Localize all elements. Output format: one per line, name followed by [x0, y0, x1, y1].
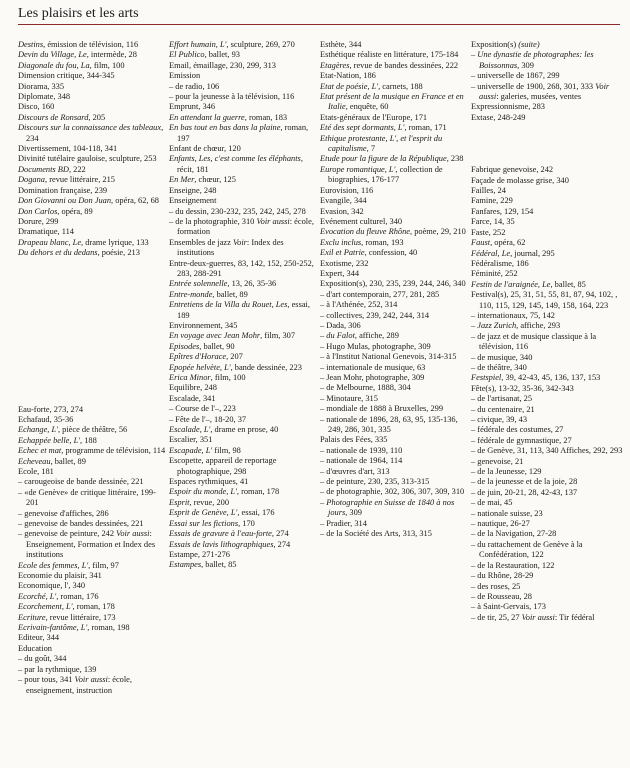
index-entry: Emission [169, 71, 201, 81]
index-entry: Fédéralisme, 186 [471, 258, 529, 268]
index-entry: Escopette, appareil de reportage photographique, 298 [169, 456, 279, 476]
index-entry: Diagonale du fou, La, film, 100 [18, 60, 125, 70]
index-entry: Devin du Village, Le, intermède, 28 [18, 50, 137, 60]
index-entry: – genevoise de peinture, 242 Voir aussi: Enseignement, Formation et Index des institutions [18, 529, 158, 560]
index-entry: – Jean Mohr, photographe, 309 [320, 373, 425, 382]
index-entry: – du Falot, affiche, 289 [320, 331, 399, 341]
index-entry: Erica Minor, film, 100 [169, 373, 246, 382]
index-entry: Enfant de chœur, 120 [169, 144, 241, 154]
index-entry: Essai sur les fictions, 170 [169, 518, 255, 528]
index-entry: Ecole, 181 [18, 466, 54, 476]
index-entry: Du dehors et du dedans, poésie, 213 [18, 248, 140, 258]
index-entry: – du Rhône, 28-29 [471, 571, 534, 581]
index-entry: Destins, émission de télévision, 116 [18, 40, 139, 49]
index-entry: – pour la jeunesse à la télévision, 116 [169, 92, 295, 102]
index-column-4 [471, 40, 623, 623]
index-entry: – d'art contemporain, 277, 281, 285 [320, 289, 440, 299]
index-entry: Esthète, 344 [320, 40, 362, 49]
index-entry: Evénement culturel, 340 [320, 216, 403, 226]
index-column-1 [18, 40, 166, 696]
index-entry: Fête(s), 13-32, 35-36, 342-343 [471, 383, 574, 393]
index-entry: – Course de l'–, 223 [169, 404, 236, 414]
index-entry: Diplomate, 348 [18, 92, 71, 102]
index-entry: – civique, 39, 43 [471, 415, 528, 424]
index-entry: Etat présent de la musique en France et en Italie, enquête, 60 [320, 92, 466, 112]
index-entry: – genevoise de bandes dessinées, 221 [18, 519, 144, 528]
index-entry: – Minotaure, 315 [320, 393, 378, 403]
index-entry: Discours sur la connaissance des tableaux, 234 [18, 123, 166, 143]
index-entry: – Jazz Zurich, affiche, 293 [471, 321, 561, 331]
index-entry: Divertissement, 104-118, 341 [18, 144, 118, 154]
index-entry: Extase, 248-249 [471, 112, 526, 122]
index-entry: – nationale de 1896, 28, 63, 95, 135-136, 249, 286, 301, 335 [320, 414, 460, 435]
index-entry: Economie du plaisir, 341 [18, 571, 102, 581]
index-entry: Festival(s), 25, 31, 51, 55, 81, 87, 94, 102, , 110, 115, 129, 145, 149, 158, 164, 223 [471, 290, 620, 310]
index-entry: – de la Restauration, 122 [471, 560, 555, 570]
index-entry: Epîtres d'Horace, 207 [169, 352, 243, 362]
index-entry: Evasion, 342 [320, 206, 364, 216]
index-entry: Exil et Patrie, confession, 40 [320, 248, 418, 258]
index-entry: – fédérale de gymnastique, 27 [471, 435, 572, 445]
index-entry: Echange, L', pièce de théâtre, 56 [18, 425, 128, 435]
index-entry: Exposition(s) (suite) [471, 40, 540, 49]
index-entry: Effort humain, L', sculpture, 269, 270 [169, 40, 295, 49]
index-entry: – de la Jeunesse, 129 [471, 467, 542, 477]
index-entry: Escapade, L' film, 98 [169, 445, 241, 455]
index-entry: Faust, opéra, 62 [471, 238, 526, 248]
index-entry: Echappée belle, L', 188 [18, 435, 97, 445]
index-entry: Ethique protestante, L', et l'esprit du capitalisme, 7 [320, 133, 445, 154]
index-entry: – Hugo Mulas, photographe, 309 [320, 341, 431, 351]
index-entry: Exotisme, 232 [320, 258, 369, 268]
index-entry: Essais de gravure à l'eau-forte, 274 [169, 529, 289, 539]
index-entry: – Fête de l'–, 18-20, 37 [169, 414, 247, 424]
index-entry: Fédéral, Le, journal, 295 [471, 248, 555, 258]
index-entry: Don Giovanni ou Don Juan, opéra, 62, 68 [18, 196, 159, 206]
index-entry: Escalade, L', drame en prose, 40 [169, 425, 279, 435]
index-entry: Europe romantique, L', collection de biographies, 176-177 [320, 164, 445, 185]
index-entry: Farce, 14, 35 [471, 217, 515, 227]
index-entry: Ensembles de jazz Voir: Index des institutions [169, 237, 286, 258]
index-entry: – par la rythmique, 139 [18, 664, 97, 674]
index-entry: Escalade, 341 [169, 393, 216, 403]
index-entry: Diorama, 335 [18, 81, 65, 91]
index-entry: Dimension critique, 344-345 [18, 71, 115, 81]
index-entry: Estampes, ballet, 85 [169, 560, 237, 570]
index-entry: Fanfares, 129, 154 [471, 206, 534, 216]
index-entry: Espoir du monde, L', roman, 178 [169, 487, 280, 497]
index-entry: Evocation du fleuve Rhône, poème, 29, 210 [320, 227, 466, 237]
index-entry: Esthétique réaliste en littérature, 175-184 [320, 50, 459, 60]
header-rule [18, 24, 620, 25]
index-entry: Emprunt, 346 [169, 102, 216, 112]
index-entry: – de peinture, 230, 235, 313-315 [320, 477, 430, 487]
index-entry: En bas tout en bas dans la plaine, roman, 197 [169, 123, 311, 143]
index-entry: Enfants, Les, c'est comme les éléphants, récit, 181 [169, 154, 305, 174]
index-entry: Féminité, 252 [471, 269, 518, 279]
index-entry: Environnement, 345 [169, 320, 238, 330]
index-entry: – Dada, 306 [320, 320, 361, 330]
index-entry: Discours de Ronsard, 205 [18, 112, 106, 122]
index-entry: Estampe, 271-276 [169, 549, 230, 559]
index-entry: Echeveau, ballet, 89 [18, 456, 86, 466]
index-entry: – de l'artisanat, 25 [471, 394, 533, 404]
index-entry: – de théâtre, 340 [471, 362, 527, 372]
index-entry: Dogana, revue littéraire, 215 [18, 175, 115, 185]
index-entry: Festin de l'araignée, Le, ballet, 85 [471, 279, 586, 289]
index-entry: – de la Navigation, 27-28 [471, 529, 557, 539]
index-entry: Divinité tutélaire gauloise, sculpture, 253 [18, 154, 157, 164]
index-entry: Festspiel, 39, 42-43, 45, 136, 137, 153 [471, 373, 601, 383]
index-entry: – Une dynastie de photographes: les Boissonnas, 309 [471, 50, 596, 70]
index-entry: Disco, 160 [18, 102, 55, 112]
index-entry: – universelle de 1867, 299 [471, 71, 560, 81]
index-entry: Entrée solennelle, 13, 26, 35-36 [169, 279, 277, 289]
index-entry: – de Rousseau, 28 [471, 591, 532, 601]
index-entry: Esprit de Genève, L', essai, 176 [169, 508, 275, 518]
index-entry: Ecole des femmes, L', film, 97 [18, 560, 119, 570]
index-entry: En Mer, chœur, 125 [169, 175, 236, 185]
index-entry: Dorure, 299 [18, 216, 59, 226]
index-entry: Episodes, ballet, 90 [169, 341, 235, 351]
index-entry: – du centenaire, 21 [471, 404, 535, 414]
index-entry: Equilibre, 248 [169, 383, 217, 393]
index-entry: – universelle de 1900, 268, 301, 333 Voir aussi: galeries, musées, ventes [471, 81, 612, 102]
index-entry: – du dessin, 230-232, 235, 242, 245, 278 [169, 206, 306, 216]
index-entry: – pour tous, 341 Voir aussi: école, enseignement, instruction [18, 675, 135, 695]
index-entry: Eau-forte, 273, 274 [18, 404, 84, 414]
index-entry: – de radio, 106 [169, 81, 220, 91]
index-entry: Eurovision, 116 [320, 185, 374, 195]
index-entry: Etat-Nation, 186 [320, 71, 376, 81]
index-entry: – genevoise d'affiches, 286 [18, 508, 109, 518]
index-entry: Domination française, 239 [18, 185, 108, 195]
index-entry: Ecriture, revue littéraire, 173 [18, 612, 116, 622]
index-entry: Failles, 24 [471, 186, 506, 196]
index-entry: – nationale suisse, 23 [471, 508, 543, 518]
index-entry: Exclu inclus, roman, 193 [320, 237, 404, 247]
index-entry: – de mai, 45 [471, 498, 513, 508]
index-entry: Escalier, 351 [169, 435, 213, 445]
index-entry: – carougeoise de bande dessinée, 221 [18, 477, 144, 487]
index-entry: Essais de lavis lithographiques, 274 [169, 539, 291, 549]
index-entry: Echafaud, 35-36 [18, 414, 74, 424]
index-entry: Etude pour la figure de la République, 238 [320, 154, 464, 164]
index-entry: – de tir, 25, 27 Voir aussi: Tir fédéral [471, 612, 595, 622]
index-entry: – nautique, 26-27 [471, 519, 530, 529]
index-entry: Faste, 252 [471, 227, 506, 237]
index-entry: Etat de poésie, L', carnets, 188 [320, 81, 423, 91]
index-entry: Palais des Fées, 335 [320, 435, 388, 445]
index-entry: – du rattachement de Genève à la Confédération, 122 [471, 539, 585, 560]
index-entry: Editeur, 344 [18, 633, 60, 643]
index-entry: – Photographie en Suisse de 1840 à nos jours, 309 [320, 497, 457, 518]
index-entry: – à l'Institut National Genevois, 314-315 [320, 352, 457, 362]
index-entry: – de Genève, 31, 113, 340 Affiches, 292, 293 [471, 446, 623, 456]
index-entry: Expressionnisme, 283 [471, 102, 545, 112]
index-entry: – Pradier, 314 [320, 518, 367, 528]
index-entry: – collectives, 239, 242, 244, 314 [320, 310, 430, 320]
index-entry: Espaces rythmiques, 41 [169, 477, 249, 487]
index-entry: – d'œuvres d'art, 313 [320, 466, 390, 476]
index-entry: Esprit, revue, 200 [169, 497, 230, 507]
index-entry: Epopée helvète, L', bande dessinée, 223 [169, 362, 302, 372]
index-entry: Don Carlos, opéra, 89 [18, 206, 93, 216]
index-entry: Eté des sept dormants, L', roman, 171 [320, 123, 447, 133]
index-entry: Dramatique, 114 [18, 227, 74, 237]
index-entry: Etats-généraux de l'Europe, 171 [320, 112, 428, 122]
index-entry: – «de Genève» de critique littéraire, 199-201 [18, 487, 156, 508]
index-column-3 [320, 40, 468, 540]
index-entry: Documents BD, 222 [18, 164, 86, 174]
index-entry: El Publico, ballet, 93 [169, 50, 240, 60]
index-entry: Entretiens de la Villa du Rouet, Les, essai, 189 [169, 300, 313, 320]
index-entry: Entre-monde, ballet, 89 [169, 289, 248, 299]
index-entry: – nationale de 1964, 114 [320, 456, 403, 466]
index-entry: Ecorché, L', roman, 176 [18, 591, 99, 601]
index-entry: Ecorchement, L', roman, 178 [18, 602, 115, 612]
index-entry: – nationale de 1939, 110 [320, 445, 403, 455]
column-gap [471, 123, 623, 165]
index-entry: Evangile, 344 [320, 196, 367, 206]
index-entry: Entre-deux-guerres, 83, 142, 152, 250-252, 283, 288-291 [169, 258, 316, 278]
index-entry: – internationale de musique, 63 [320, 362, 426, 372]
index-entry: – de la Société des Arts, 313, 315 [320, 529, 432, 539]
index-entry: Drapeau blanc, Le, drame lyrique, 133 [18, 237, 149, 247]
index-entry: – du goût, 344 [18, 654, 67, 664]
index-entry: – de musique, 340 [471, 352, 533, 362]
index-entry: Economique, l', 340 [18, 581, 86, 591]
index-entry: Fabrique genevoise, 242 [471, 165, 554, 175]
index-entry: – genevoise, 21 [471, 456, 524, 466]
index-entry: – de photographie, 302, 306, 307, 309, 310 [320, 487, 465, 497]
index-entry: Exposition(s), 230, 235, 239, 244, 246, 340 [320, 279, 466, 289]
index-entry: Enseigne, 248 [169, 185, 217, 195]
index-entry: Education [18, 643, 52, 653]
index-entry: Famine, 229 [471, 196, 513, 206]
index-entry: Expert, 344 [320, 268, 360, 278]
index-entry: – de jazz et de musique classique à la télévision, 116 [471, 331, 599, 352]
page-title: Les plaisirs et les arts [18, 6, 139, 21]
index-entry: – à l'Athénée, 252, 314 [320, 300, 398, 310]
index-entry: Ecrivain-fantôme, L', roman, 198 [18, 623, 130, 633]
index-entry: Echec et mat, programme de télévision, 114 [18, 446, 166, 456]
index-entry: – mondiale de 1888 à Bruxelles, 299 [320, 404, 444, 414]
index-entry: – à Saint-Gervais, 173 [471, 602, 546, 612]
index-entry: – de la jeunesse et de la joie, 28 [471, 477, 578, 487]
index-entry: En voyage avec Jean Mohr, film, 307 [169, 331, 296, 341]
index-entry: – de la photographie, 310 Voir aussi: école, formation [169, 216, 317, 237]
index-entry: En attendant la guerre, roman, 183 [169, 112, 288, 122]
index-entry: Façade de molasse grise, 340 [471, 175, 569, 185]
index-column-2 [169, 40, 317, 571]
column-gap [18, 259, 166, 405]
index-entry: – fédérale des costumes, 27 [471, 425, 564, 435]
index-entry: – de juin, 20-21, 28, 42-43, 137 [471, 487, 578, 497]
index-entry: – internationaux, 75, 142 [471, 310, 555, 320]
index-entry: – des roses, 25 [471, 581, 521, 591]
index-entry: Email, émaillage, 230, 299, 313 [169, 60, 276, 70]
index-entry: Etagères, revue de bandes dessinées, 222 [320, 60, 459, 70]
index-entry: Enseignement [169, 196, 217, 206]
index-entry: – de Melbourne, 1888, 304 [320, 383, 411, 393]
